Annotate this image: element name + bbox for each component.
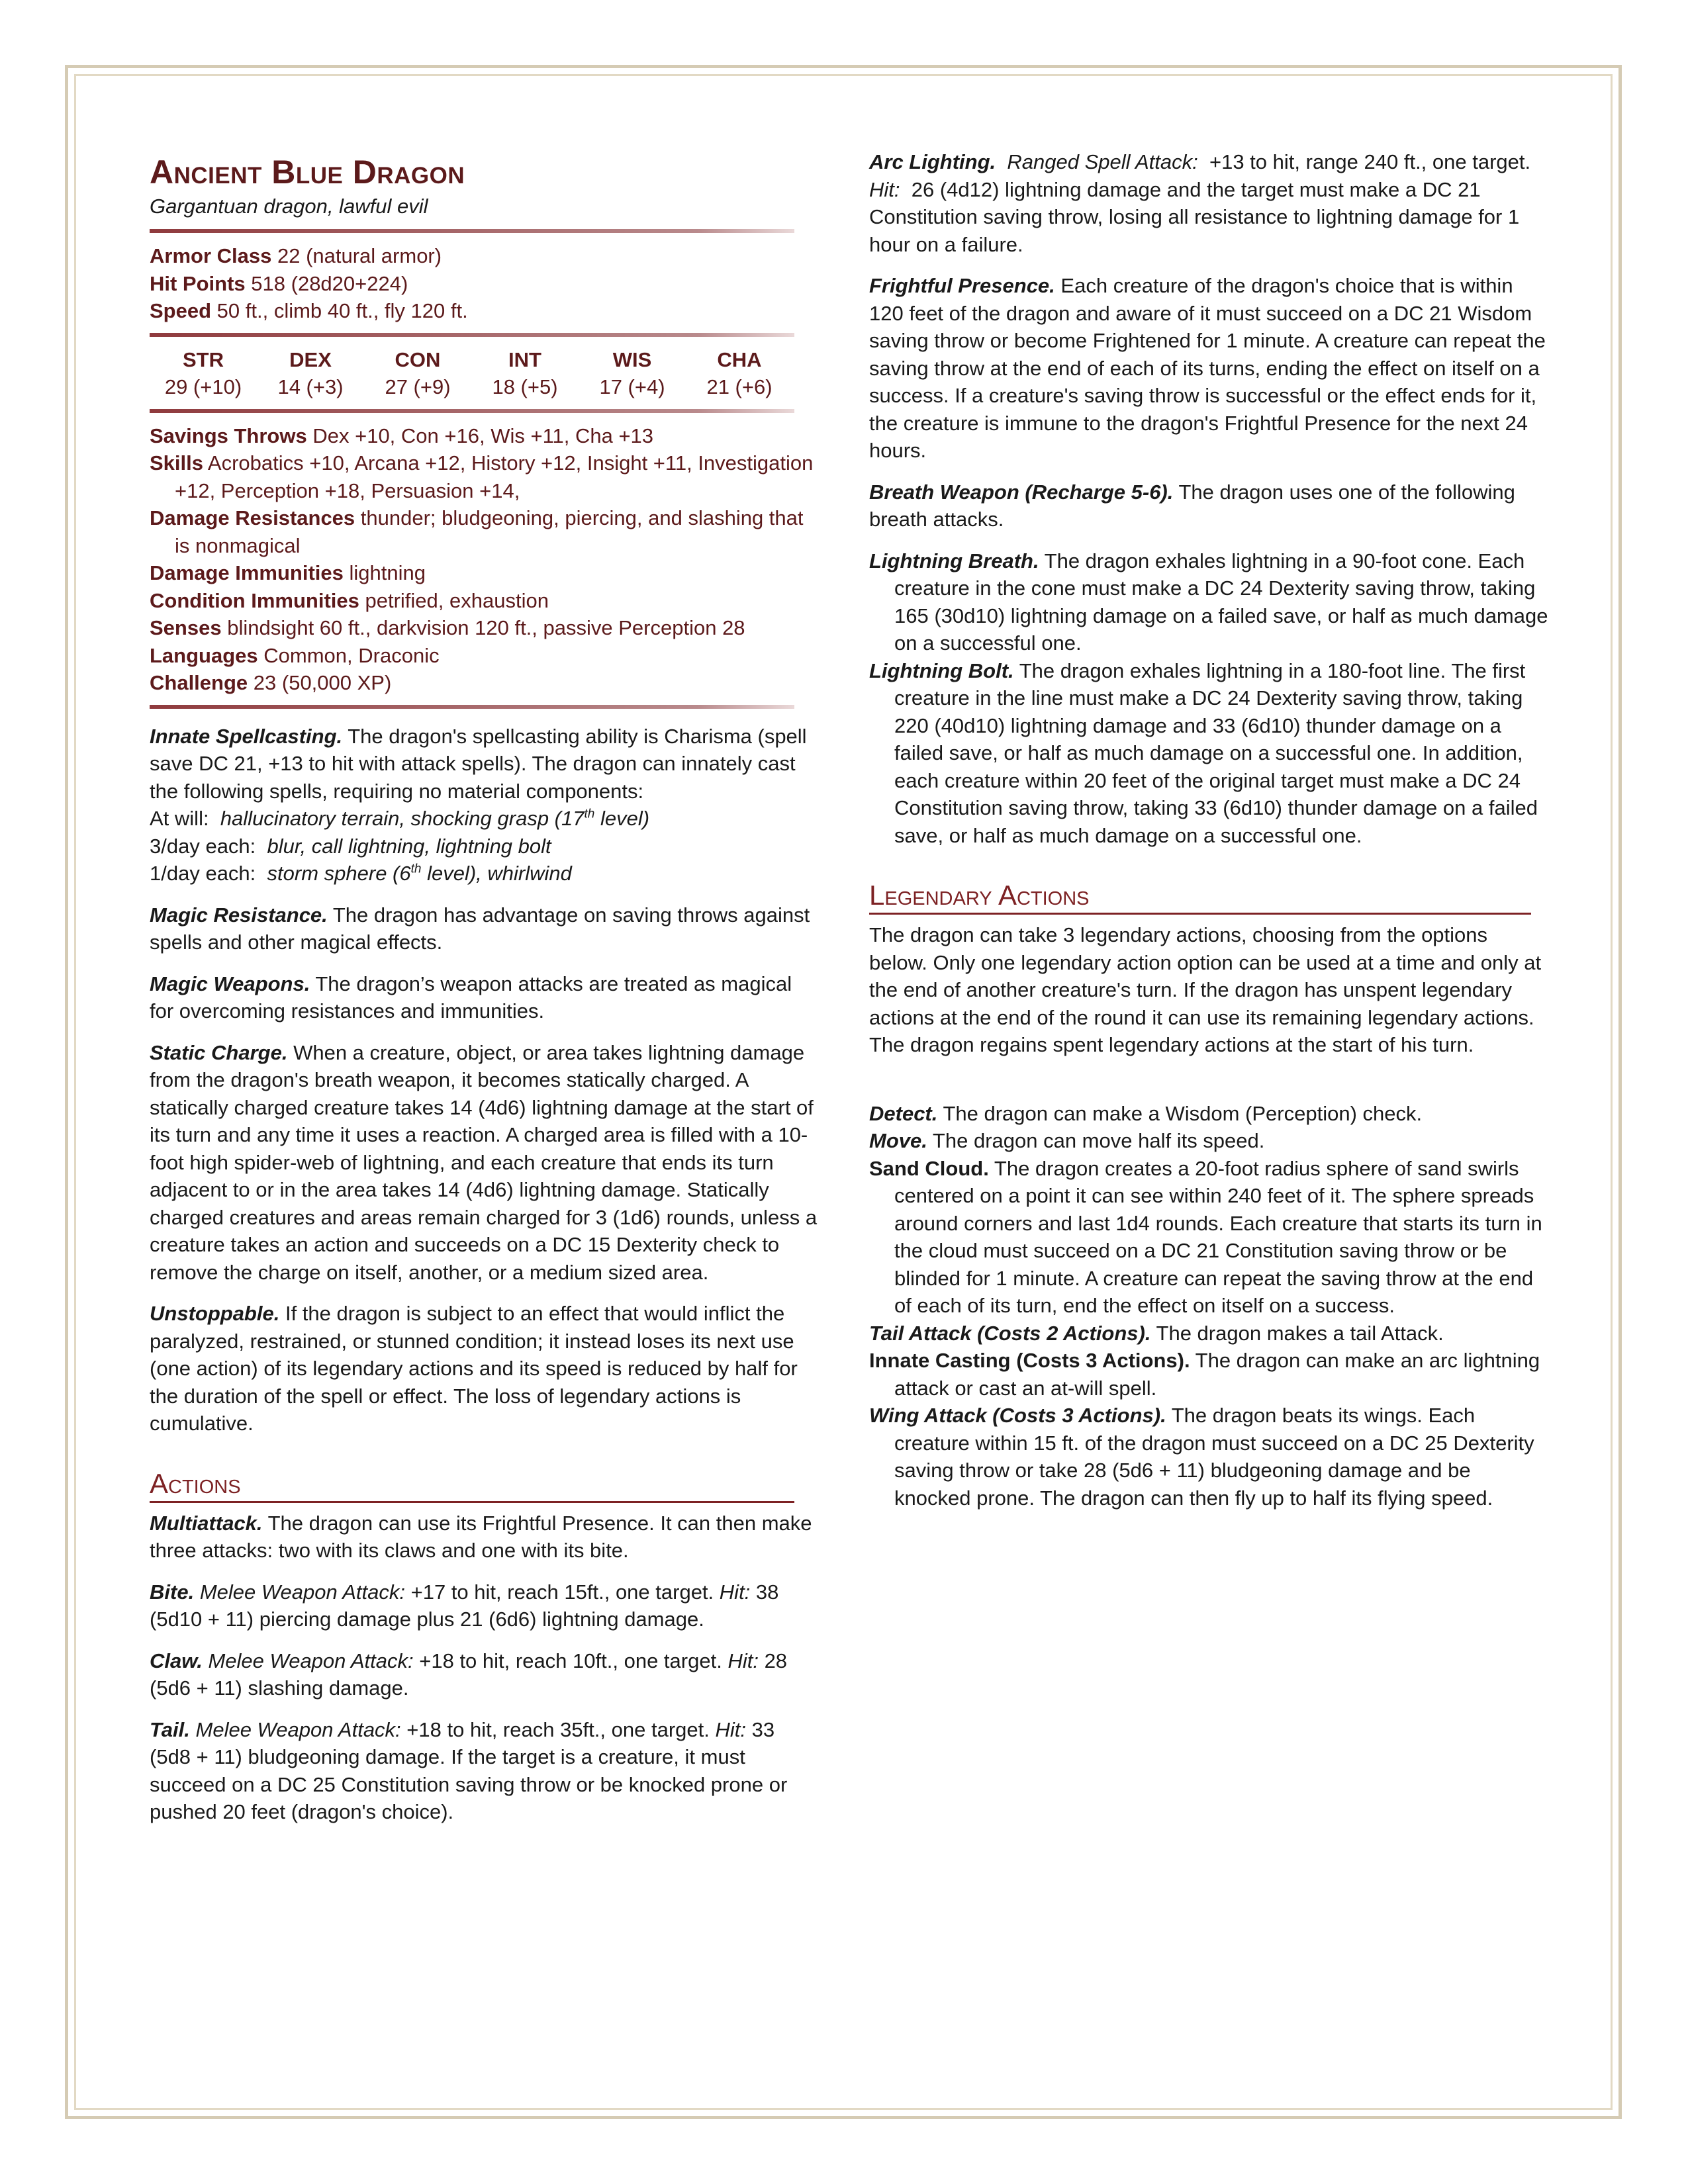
spell-list: blur, call lightning, lightning bolt [267, 834, 551, 858]
left-column [150, 148, 818, 1826]
hit-label: Hit: [727, 1649, 759, 1672]
ability-con [364, 346, 471, 401]
armor-class-value: 22 (natural armor) [277, 244, 442, 267]
skills-value: Acrobatics +10, Arcana +12, History +12, Insight +11, Investigation +12, Perception +18, Persuasion +14, [175, 451, 814, 502]
action-lightning-breath [869, 547, 1551, 657]
senses-label: Senses [150, 616, 222, 639]
speed [150, 297, 818, 325]
legendary-tail-attack [869, 1320, 1551, 1347]
damage-immunities-label: Damage Immunities [150, 561, 344, 584]
saving-throws-label: Savings Throws [150, 424, 307, 447]
spell-frequency: 3/day each: [150, 834, 256, 858]
trait-text: When a creature, object, or area takes lightning damage from the dragon's breath weapon, it becomes statically charged. A statically charged creature takes 14 (4d6) lightning damage at the start of its turn and any time it uses a reaction. A charged area is filled with a 10-foot high spider-web of lightning, and each creature that ends its turn adjacent to or in the area takes 14 (4d6) lightning damage. Statically charged creatures and areas remain charged for 3 (1d6) rounds, unless a creature takes an action and succeeds on a DC 15 Dexterity check to remove the charge on itself, another, or a medium sized area. [150, 1040, 818, 1284]
trait-name: Innate Spellcasting. [150, 724, 343, 748]
senses-value: blindsight 60 ft., darkvision 120 ft., passive Perception 28 [227, 616, 745, 639]
legendary-detect [869, 1100, 1551, 1128]
hit-label: Hit: [719, 1580, 751, 1604]
trait-name: Magic Weapons. [150, 972, 310, 995]
ability-score: 18 (+5) [492, 375, 558, 398]
right-column [869, 148, 1551, 1512]
damage-resistances-value: thunder; bludgeoning, piercing, and slashing that is nonmagical [175, 506, 804, 557]
action-text: The dragon can move half its speed. [932, 1129, 1265, 1152]
skills [150, 449, 818, 504]
ability-name: CON [395, 347, 441, 371]
speed-value: 50 ft., climb 40 ft., fly 120 ft. [216, 299, 468, 322]
action-name: Lightning Bolt. [869, 659, 1014, 682]
trait-text: The dragon has advantage on saving throws against spells and other magical effects. [150, 903, 810, 954]
trait-name: Static Charge. [150, 1040, 288, 1064]
divider [150, 333, 794, 337]
spell-frequency: At will: [150, 807, 209, 830]
ability-score: 21 (+6) [706, 375, 773, 398]
action-text: The dragon exhales lightning in a 180-foot line. The first creature in the line must make a DC 24 Dexterity saving throw, taking 220 (40d10) lightning damage and 33 (6d10) thunder damage on a failed save, or half as much damage on a successful one. In addition, each creature within 20 feet of the original target must make a DC 24 Constitution saving throw, taking 33 (6d10) thunder damage on a failed save, or half as much damage on a successful one. [894, 659, 1538, 847]
action-name: Bite. [150, 1580, 195, 1604]
ability-name: WIS [612, 347, 652, 371]
attack-type: Ranged Spell Attack: [1007, 150, 1198, 173]
condition-immunities [150, 587, 818, 615]
divider [150, 705, 794, 709]
action-text: The dragon can make a Wisdom (Perception) check. [943, 1101, 1423, 1125]
ordinal-suffix: th [584, 807, 595, 821]
hit-points-value: 518 (28d20+224) [251, 271, 408, 295]
attack-damage: 38 (5d10 + 11) piercing damage plus 21 (6d6) lightning damage. [150, 1580, 779, 1631]
trait-text: If the dragon is subject to an effect that would inflict the paralyzed, restrained, or stunned condition; it instead loses its next use (one action) of its legendary actions and its speed is reduced by half for the duration of the spell or effect. The loss of legendary actions is cumulative. [150, 1302, 798, 1435]
ability-int [471, 346, 579, 401]
action-name: Breath Weapon (Recharge 5-6). [869, 480, 1174, 504]
spell-line-3-day [150, 833, 818, 860]
action-claw [150, 1647, 818, 1702]
languages [150, 642, 818, 670]
action-multiattack [150, 1510, 818, 1565]
ability-name: DEX [289, 347, 332, 371]
action-frightful-presence [869, 272, 1551, 465]
attack-bonus: +18 to hit, reach 35ft., one target. [406, 1717, 710, 1741]
action-text: The dragon uses one of the following breath attacks. [869, 480, 1515, 531]
spell-list-end: level), whirlwind [421, 862, 572, 885]
condition-immunities-label: Condition Immunities [150, 588, 359, 612]
action-text: The dragon beats its wings. Each creature within 15 ft. of the dragon must succeed on a DC 25 Dexterity saving throw or take 28 (5d6 + 11) bludgeoning damage and be knocked prone. The dragon can then fly up to half its flying speed. [894, 1404, 1534, 1510]
attack-bonus: +17 to hit, reach 15ft., one target. [410, 1580, 714, 1604]
legendary-sand-cloud [869, 1155, 1551, 1320]
trait-magic-weapons [150, 970, 818, 1025]
spell-frequency: 1/day each: [150, 862, 256, 885]
action-name: Innate Casting (Costs 3 Actions). [869, 1349, 1190, 1372]
hit-label: Hit: [869, 177, 900, 201]
attack-type: Melee Weapon Attack: [208, 1649, 414, 1672]
saving-throws-value: Dex +10, Con +16, Wis +11, Cha +13 [312, 424, 654, 447]
condition-immunities-value: petrified, exhaustion [365, 588, 549, 612]
action-name: Multiattack. [150, 1511, 263, 1535]
challenge [150, 669, 818, 697]
action-text: The dragon makes a tail Attack. [1156, 1321, 1444, 1345]
ability-wis [579, 346, 686, 401]
action-bite [150, 1578, 818, 1633]
ability-name: STR [183, 347, 224, 371]
section-heading-actions: Actions [150, 1467, 794, 1503]
ability-score: 17 (+4) [599, 375, 665, 398]
skills-label: Skills [150, 451, 203, 475]
trait-innate-spellcasting [150, 723, 818, 805]
ability-name: INT [508, 347, 541, 371]
action-name: Tail Attack (Costs 2 Actions). [869, 1321, 1151, 1345]
action-text: Each creature of the dragon's choice that is within 120 feet of the dragon and aware of it must succeed on a DC 21 Wisdom saving throw or become Frightened for 1 minute. A creature can repeat the saving throw at the end of each of its turns, ending the effect on itself on a success. If a creature's saving throw is successful or the effect ends for it, the creature is immune to the dragon's Frightful Presence for the next 24 hours. [869, 274, 1546, 462]
damage-resistances-label: Damage Resistances [150, 506, 355, 529]
damage-immunities [150, 559, 818, 587]
action-name: Move. [869, 1129, 927, 1152]
ability-cha [686, 346, 793, 401]
action-name: Sand Cloud. [869, 1156, 989, 1180]
damage-resistances [150, 504, 818, 559]
action-text: The dragon creates a 20-foot radius sphere of sand swirls centered on a point it can see within 240 feet of it. The sphere spreads around corners and last 1d4 rounds. Each creature that starts its turn in the cloud must succeed on a DC 21 Constitution saving throw or be blinded for 1 minute. A creature can repeat the saving throw at the end of each of its turn, end the effect on itself on a success. [894, 1156, 1542, 1317]
monster-name: Ancient Blue Dragon [150, 154, 465, 191]
languages-value: Common, Draconic [263, 643, 440, 667]
action-name: Claw. [150, 1649, 203, 1672]
ability-score: 14 (+3) [277, 375, 344, 398]
hit-label: Hit: [715, 1717, 746, 1741]
trait-static-charge [150, 1039, 818, 1287]
trait-text: The dragon's spellcasting ability is Charisma (spell save DC 21, +13 to hit with attack spells). The dragon can innately cast the following spells, requiring no material components: [150, 724, 807, 803]
divider [150, 409, 794, 413]
challenge-value: 23 (50,000 XP) [253, 671, 392, 694]
speed-label: Speed [150, 299, 212, 322]
action-name: Arc Lighting. [869, 150, 996, 173]
ability-name: CHA [717, 347, 762, 371]
spell-list: hallucinatory terrain, shocking grasp (17 [220, 807, 585, 830]
spell-line-at-will [150, 805, 818, 833]
action-name: Lightning Breath. [869, 549, 1039, 572]
action-text: The dragon can make an arc lightning attack or cast an at-will spell. [894, 1349, 1540, 1400]
action-arc-lighting [869, 148, 1551, 258]
armor-class-label: Armor Class [150, 244, 272, 267]
trait-name: Magic Resistance. [150, 903, 328, 927]
ability-score: 27 (+9) [385, 375, 451, 398]
trait-magic-resistance [150, 901, 818, 956]
attack-damage: 26 (4d12) lightning damage and the target must make a DC 21 Constitution saving throw, losing all resistance to lightning damage for 1 hour on a failure. [869, 177, 1520, 256]
trait-name: Unstoppable. [150, 1302, 280, 1325]
action-text: The dragon exhales lightning in a 90-foot cone. Each creature in the cone must make a DC 24 Dexterity saving throw, taking 165 (30d10) lightning damage on a failed save, or half as much damage on a successful one. [894, 549, 1548, 655]
legendary-move [869, 1127, 1551, 1155]
ability-scores [150, 346, 794, 401]
action-name: Frightful Presence. [869, 274, 1055, 297]
divider [150, 229, 794, 233]
ordinal-suffix: th [410, 862, 422, 876]
hit-points [150, 270, 818, 298]
hit-points-label: Hit Points [150, 271, 246, 295]
action-breath-weapon [869, 478, 1551, 533]
ability-dex [257, 346, 364, 401]
spell-list-end: level) [594, 807, 650, 830]
attack-damage: 28 (5d6 + 11) slashing damage. [150, 1649, 788, 1700]
spell-line-1-day [150, 860, 818, 887]
action-name: Detect. [869, 1101, 938, 1125]
action-name: Wing Attack (Costs 3 Actions). [869, 1404, 1166, 1427]
legendary-wing-attack [869, 1402, 1551, 1512]
attack-type: Melee Weapon Attack: [195, 1717, 401, 1741]
action-name: Tail. [150, 1717, 190, 1741]
legendary-innate-casting [869, 1347, 1551, 1402]
legendary-intro: The dragon can take 3 legendary actions, choosing from the options below. Only one legendary action option can be used at a time and only at the end of another creature's turn. If the dragon has unspent legendary actions at the end of the round it can use its remaining legendary actions. The dragon regains spent legendary actions at the start of his turn. [869, 923, 1542, 1056]
senses [150, 614, 818, 642]
attack-bonus: +13 to hit, range 240 ft., one target. [1209, 150, 1531, 173]
languages-label: Languages [150, 643, 258, 667]
monster-subtitle: Gargantuan dragon, lawful evil [150, 195, 428, 218]
challenge-label: Challenge [150, 671, 248, 694]
spell-list: storm sphere (6 [267, 862, 411, 885]
action-tail [150, 1716, 818, 1826]
ability-str [150, 346, 257, 401]
action-lightning-bolt [869, 657, 1551, 850]
trait-text: The dragon’s weapon attacks are treated as magical for overcoming resistances and immunities. [150, 972, 792, 1023]
section-heading-legendary-actions: Legendary Actions [869, 878, 1531, 915]
damage-immunities-value: lightning [349, 561, 426, 584]
action-text: The dragon can use its Frightful Presence. It can then make three attacks: two with its claws and one with its bite. [150, 1511, 812, 1562]
attack-type: Melee Weapon Attack: [199, 1580, 405, 1604]
attack-damage: 33 (5d8 + 11) bludgeoning damage. If the target is a creature, it must succeed on a DC 25 Constitution saving throw or be knocked prone or pushed 20 feet (dragon's choice). [150, 1717, 788, 1823]
attack-bonus: +18 to hit, reach 10ft., one target. [419, 1649, 722, 1672]
saving-throws [150, 422, 818, 450]
trait-unstoppable [150, 1300, 818, 1437]
armor-class [150, 242, 818, 270]
ability-score: 29 (+10) [164, 375, 242, 398]
